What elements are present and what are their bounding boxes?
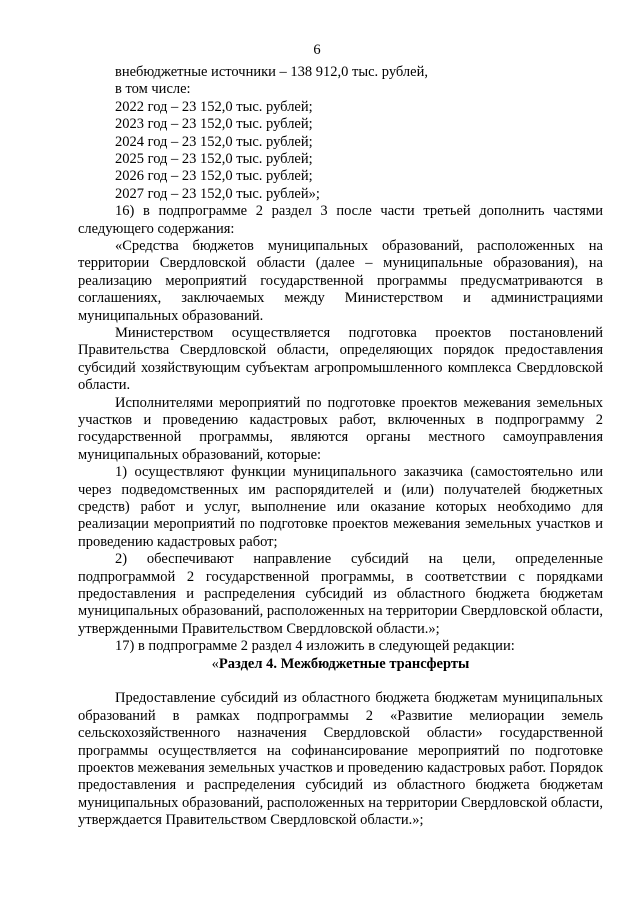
text-line: 2026 год – 23 152,0 тыс. рублей;	[115, 168, 313, 185]
section-heading	[78, 656, 603, 673]
text-line: 2024 год – 23 152,0 тыс. рублей;	[115, 133, 313, 150]
text-line: внебюджетные источники – 138 912,0 тыс. рублей,	[115, 64, 428, 80]
text-line: 2027 год – 23 152,0 тыс. рублей»;	[115, 185, 320, 202]
text-line: 2022 год – 23 152,0 тыс. рублей;	[115, 98, 313, 115]
heading-quote: «	[211, 655, 219, 672]
paragraph-ministry: Министерством осуществляется подготовка проектов постановлений Правительства Свердловской области, определяющих порядок предоставления субсидий хозяйствующим субъектам агропромышленного комплекса Свердловской области.	[78, 324, 603, 394]
paragraph-funds: «Средства бюджетов муниципальных образований, расположенных на территории Свердловской области (далее – муниципальные образования), на реализацию мероприятий государственной программы предусматриваются в соглашениях, заключаемых между Министерством и администрациями муниципальных образований.	[78, 237, 603, 324]
heading-text: Раздел 4. Межбюджетные трансферты	[218, 655, 470, 672]
text-line: 2025 год – 23 152,0 тыс. рублей;	[115, 150, 313, 167]
text-line: в том числе:	[115, 81, 191, 98]
paragraph-subitem-2: 2) обеспечивают направление субсидий на цели, определенные подпрограммой 2 государственной программы, в соответствии с порядками предоставления и распределения субсидий из областного бюджета бюджетам муниципальных образований, расположенных на территории Свердловской области, утвержденными Правительством Свердловской области.»;	[78, 551, 603, 637]
paragraph-transfers: Предоставление субсидий из областного бюджета бюджетам муниципальных образований в рамках подпрограммы 2 «Развитие мелиорации земель сельскохозяйственного назначения Свердловской области» государственной программы осуществляется на софинансирование мероприятий по подготовке проектов межевания земельных участков и проведению кадастровых работ. Порядок предоставления и распределения субсидий из областного бюджета бюджетам муниципальных образований, расположенных на территории Свердловской области, утверждается Правительством Свердловской области.»;	[78, 690, 603, 829]
paragraph-item-16: 16) в подпрограмме 2 раздел 3 после части третьей дополнить частями следующего содержания:	[78, 203, 603, 237]
text-line: 2023 год – 23 152,0 тыс. рублей;	[115, 116, 313, 133]
paragraph-executors: Исполнителями мероприятий по подготовке проектов межевания земельных участков и проведению кадастровых работ, включенных в подпрограмму 2 государственной программы, являются органы местного самоуправления муниципальных образований, которые:	[78, 394, 603, 463]
document-body	[78, 64, 603, 830]
blank-line	[78, 673, 603, 690]
paragraph-item-17: 17) в подпрограмме 2 раздел 4 изложить в следующей редакции:	[115, 638, 515, 655]
paragraph-subitem-1: 1) осуществляют функции муниципального заказчика (самостоятельно или через подведомственных им распорядителей и (или) получателей бюджетных средств) работ и услуг, выполнение или оказание которых необходимо для реализации мероприятий по подготовке проектов межевания земельных участков и проведению кадастровых работ;	[78, 464, 603, 550]
page-number: 6	[313, 42, 321, 58]
